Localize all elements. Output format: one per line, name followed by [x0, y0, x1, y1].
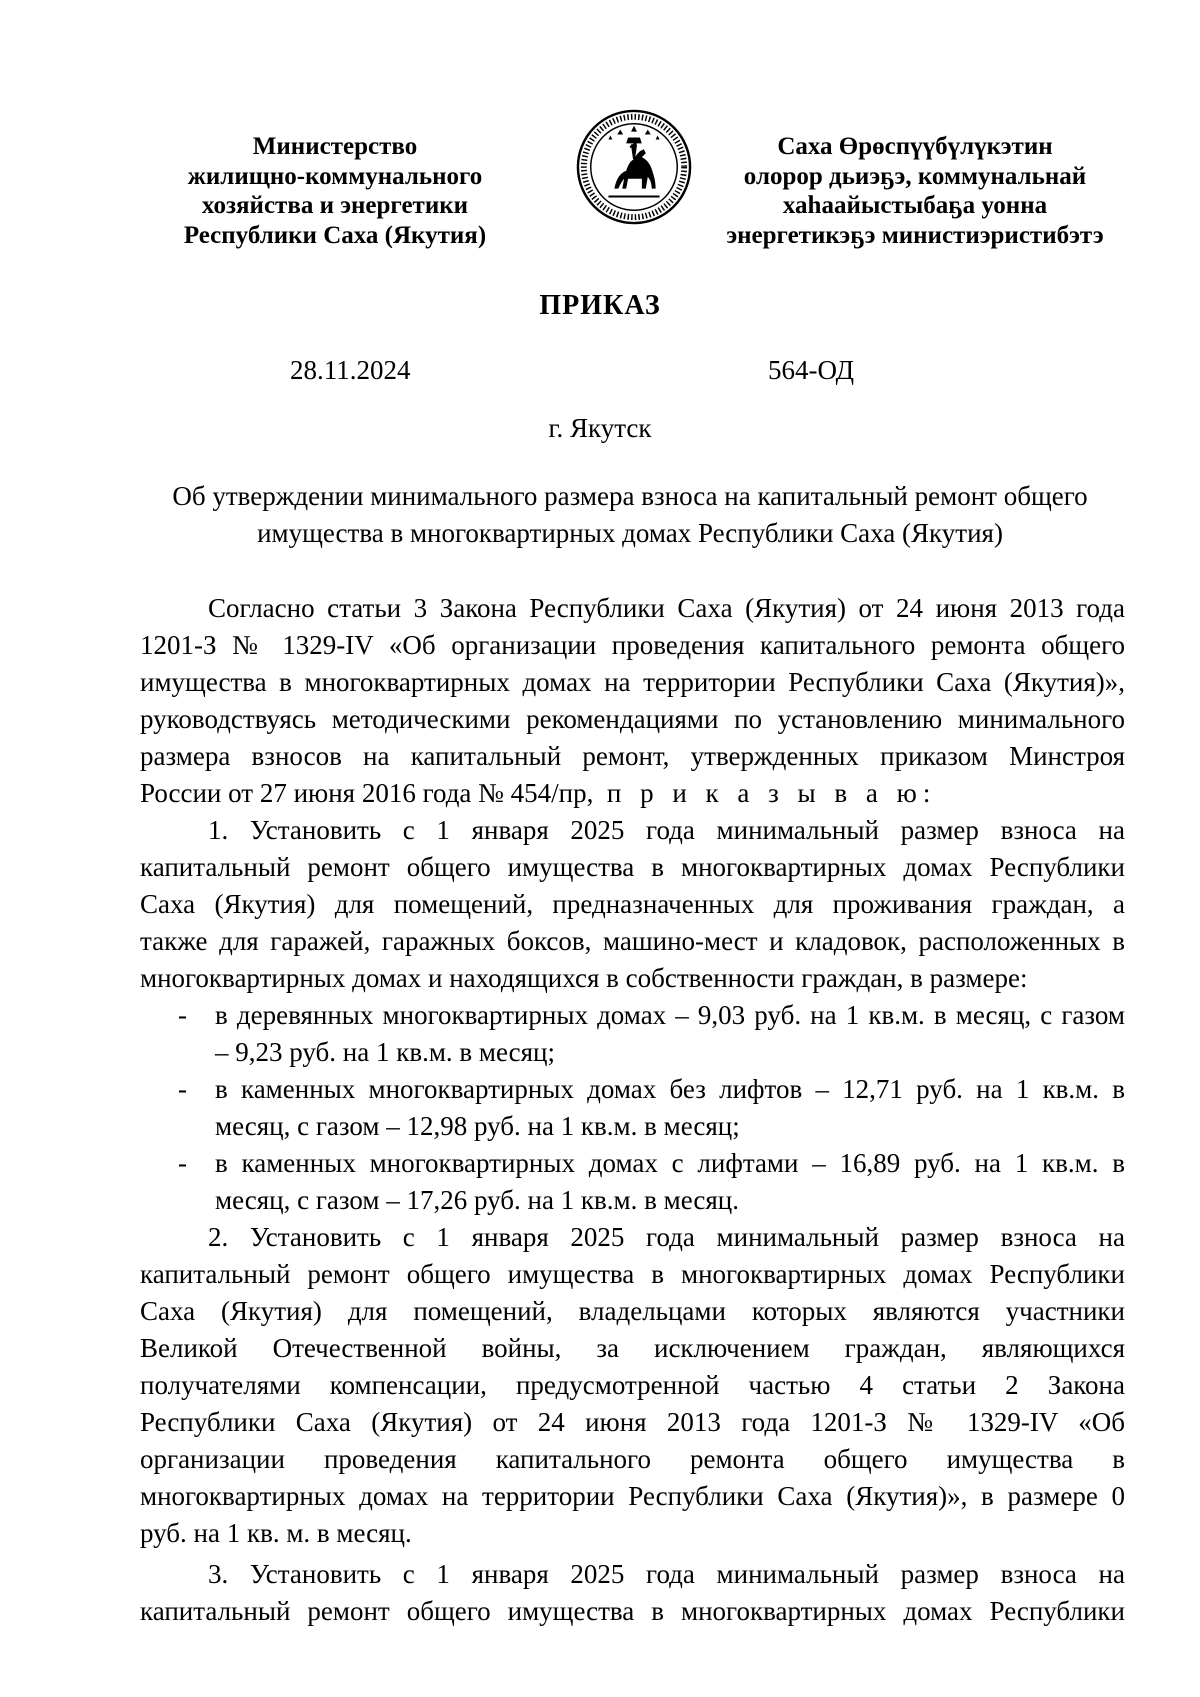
body-line: руководствуясь методическими рекомендациями по установлению минимального	[140, 704, 1125, 734]
body-line	[140, 775, 1125, 812]
bullet-text: в каменных многоквартирных домах с лифтами – 16,89 руб. на 1 кв.м. в	[215, 1148, 1125, 1178]
body-line: 1. Установить с 1 января 2025 года минимальный размер взноса на	[208, 815, 1125, 845]
subject-line: имущества в многоквартирных домах Республики Саха (Якутия)	[257, 518, 1003, 548]
body-line: капитальный ремонт общего имущества в многоквартирных домах Республики	[140, 852, 1125, 882]
body-line: многоквартирных домах и находящихся в собственности граждан, в размере:	[140, 963, 1028, 993]
bullet-dash: -	[178, 1148, 187, 1178]
header-right-line: олорор дьиэҕэ, коммунальнай	[743, 162, 1087, 190]
body-line: также для гаражей, гаражных боксов, машино-мест и кладовок, расположенных в	[140, 926, 1125, 956]
body-line: Великой Отечественной войны, за исключением граждан, являющихся	[140, 1333, 1125, 1363]
body-line: 2. Установить с 1 января 2025 года минимальный размер взноса на	[208, 1222, 1125, 1252]
bullet-item-continuation	[140, 1108, 1125, 1145]
header-right-line: Саха Өрөспүүбүлүкэтин	[777, 133, 1053, 160]
bullet-dash: -	[178, 1074, 187, 1104]
header-left-line: Министерство	[252, 133, 418, 160]
body-line: размера взносов на капитальный ремонт, утвержденных приказом Минстроя	[140, 741, 1125, 771]
ministry-name-sakha	[705, 132, 1125, 250]
order-word: п р и к а з ы в а ю:	[606, 778, 937, 808]
body-line: капитальный ремонт общего имущества в многоквартирных домах Республики	[140, 1596, 1125, 1626]
header-right-line: энергетикэҕэ министиэристибэтэ	[726, 221, 1104, 249]
bullet-item-continuation	[140, 1182, 1125, 1219]
body-line: Саха (Якутия) для помещений, предназначенных для проживания граждан, а	[140, 889, 1125, 919]
header-left-line: жилищно-коммунального	[187, 162, 483, 190]
body-line: Согласно статьи 3 Закона Республики Саха (Якутия) от 24 июня 2013 года	[208, 593, 1125, 623]
bullet-item	[140, 1145, 1125, 1182]
sakha-coat-of-arms-icon	[575, 108, 693, 226]
body-line: руб. на 1 кв. м. в месяц.	[140, 1518, 412, 1548]
ministry-name-russian	[170, 132, 500, 250]
body-line: Республики Саха (Якутия) от 24 июня 2013 года 1201-З № 1329-IV «Об	[140, 1407, 1125, 1437]
body-line: организации проведения капитального ремонта общего имущества в	[140, 1444, 1125, 1474]
body-line: многоквартирных домах на территории Республики Саха (Якутия)», в размере 0	[140, 1481, 1125, 1511]
body-line: получателями компенсации, предусмотренной частью 4 статьи 2 Закона	[140, 1370, 1125, 1400]
document-body	[140, 590, 1125, 1630]
bullet-item	[140, 997, 1125, 1034]
preamble-end: России от 27 июня 2016 года № 454/пр,	[140, 778, 594, 808]
bullet-text: – 9,23 руб. на 1 кв.м. в месяц;	[215, 1037, 556, 1067]
document-number: 564-ОД	[768, 355, 855, 385]
bullet-text: месяц, с газом – 17,26 руб. на 1 кв.м. в месяц.	[215, 1185, 739, 1215]
header-left-line: Республики Саха (Якутия)	[183, 221, 487, 249]
document-date: 28.11.2024	[290, 355, 411, 385]
bullet-item	[140, 1071, 1125, 1108]
bullet-text: в деревянных многоквартирных домах – 9,03 руб. на 1 кв.м. в месяц, с газом	[215, 1000, 1125, 1030]
body-line: Саха (Якутия) для помещений, владельцами которых являются участники	[140, 1296, 1125, 1326]
header-right-line: хаһаайыстыбаҕа уонна	[782, 192, 1048, 219]
body-line: имущества в многоквартирных домах на территории Республики Саха (Якутия)»,	[140, 667, 1125, 697]
document-type-title: ПРИКАЗ	[539, 290, 661, 321]
bullet-item-continuation	[140, 1034, 1125, 1071]
body-line: 1201-З № 1329-IV «Об организации проведения капитального ремонта общего	[140, 630, 1125, 660]
bullet-text: месяц, с газом – 12,98 руб. на 1 кв.м. в месяц;	[215, 1111, 740, 1141]
body-line: 3. Установить с 1 января 2025 года минимальный размер взноса на	[208, 1559, 1125, 1589]
document-subject	[140, 478, 1120, 552]
body-line: капитальный ремонт общего имущества в многоквартирных домах Республики	[140, 1259, 1125, 1289]
bullet-text: в каменных многоквартирных домах без лифтов – 12,71 руб. на 1 кв.м. в	[215, 1074, 1125, 1104]
bullet-dash: -	[178, 1000, 187, 1030]
header-left-line: хозяйства и энергетики	[201, 192, 469, 219]
subject-line: Об утверждении минимального размера взноса на капитальный ремонт общего	[172, 481, 1088, 511]
document-city: г. Якутск	[548, 413, 652, 443]
